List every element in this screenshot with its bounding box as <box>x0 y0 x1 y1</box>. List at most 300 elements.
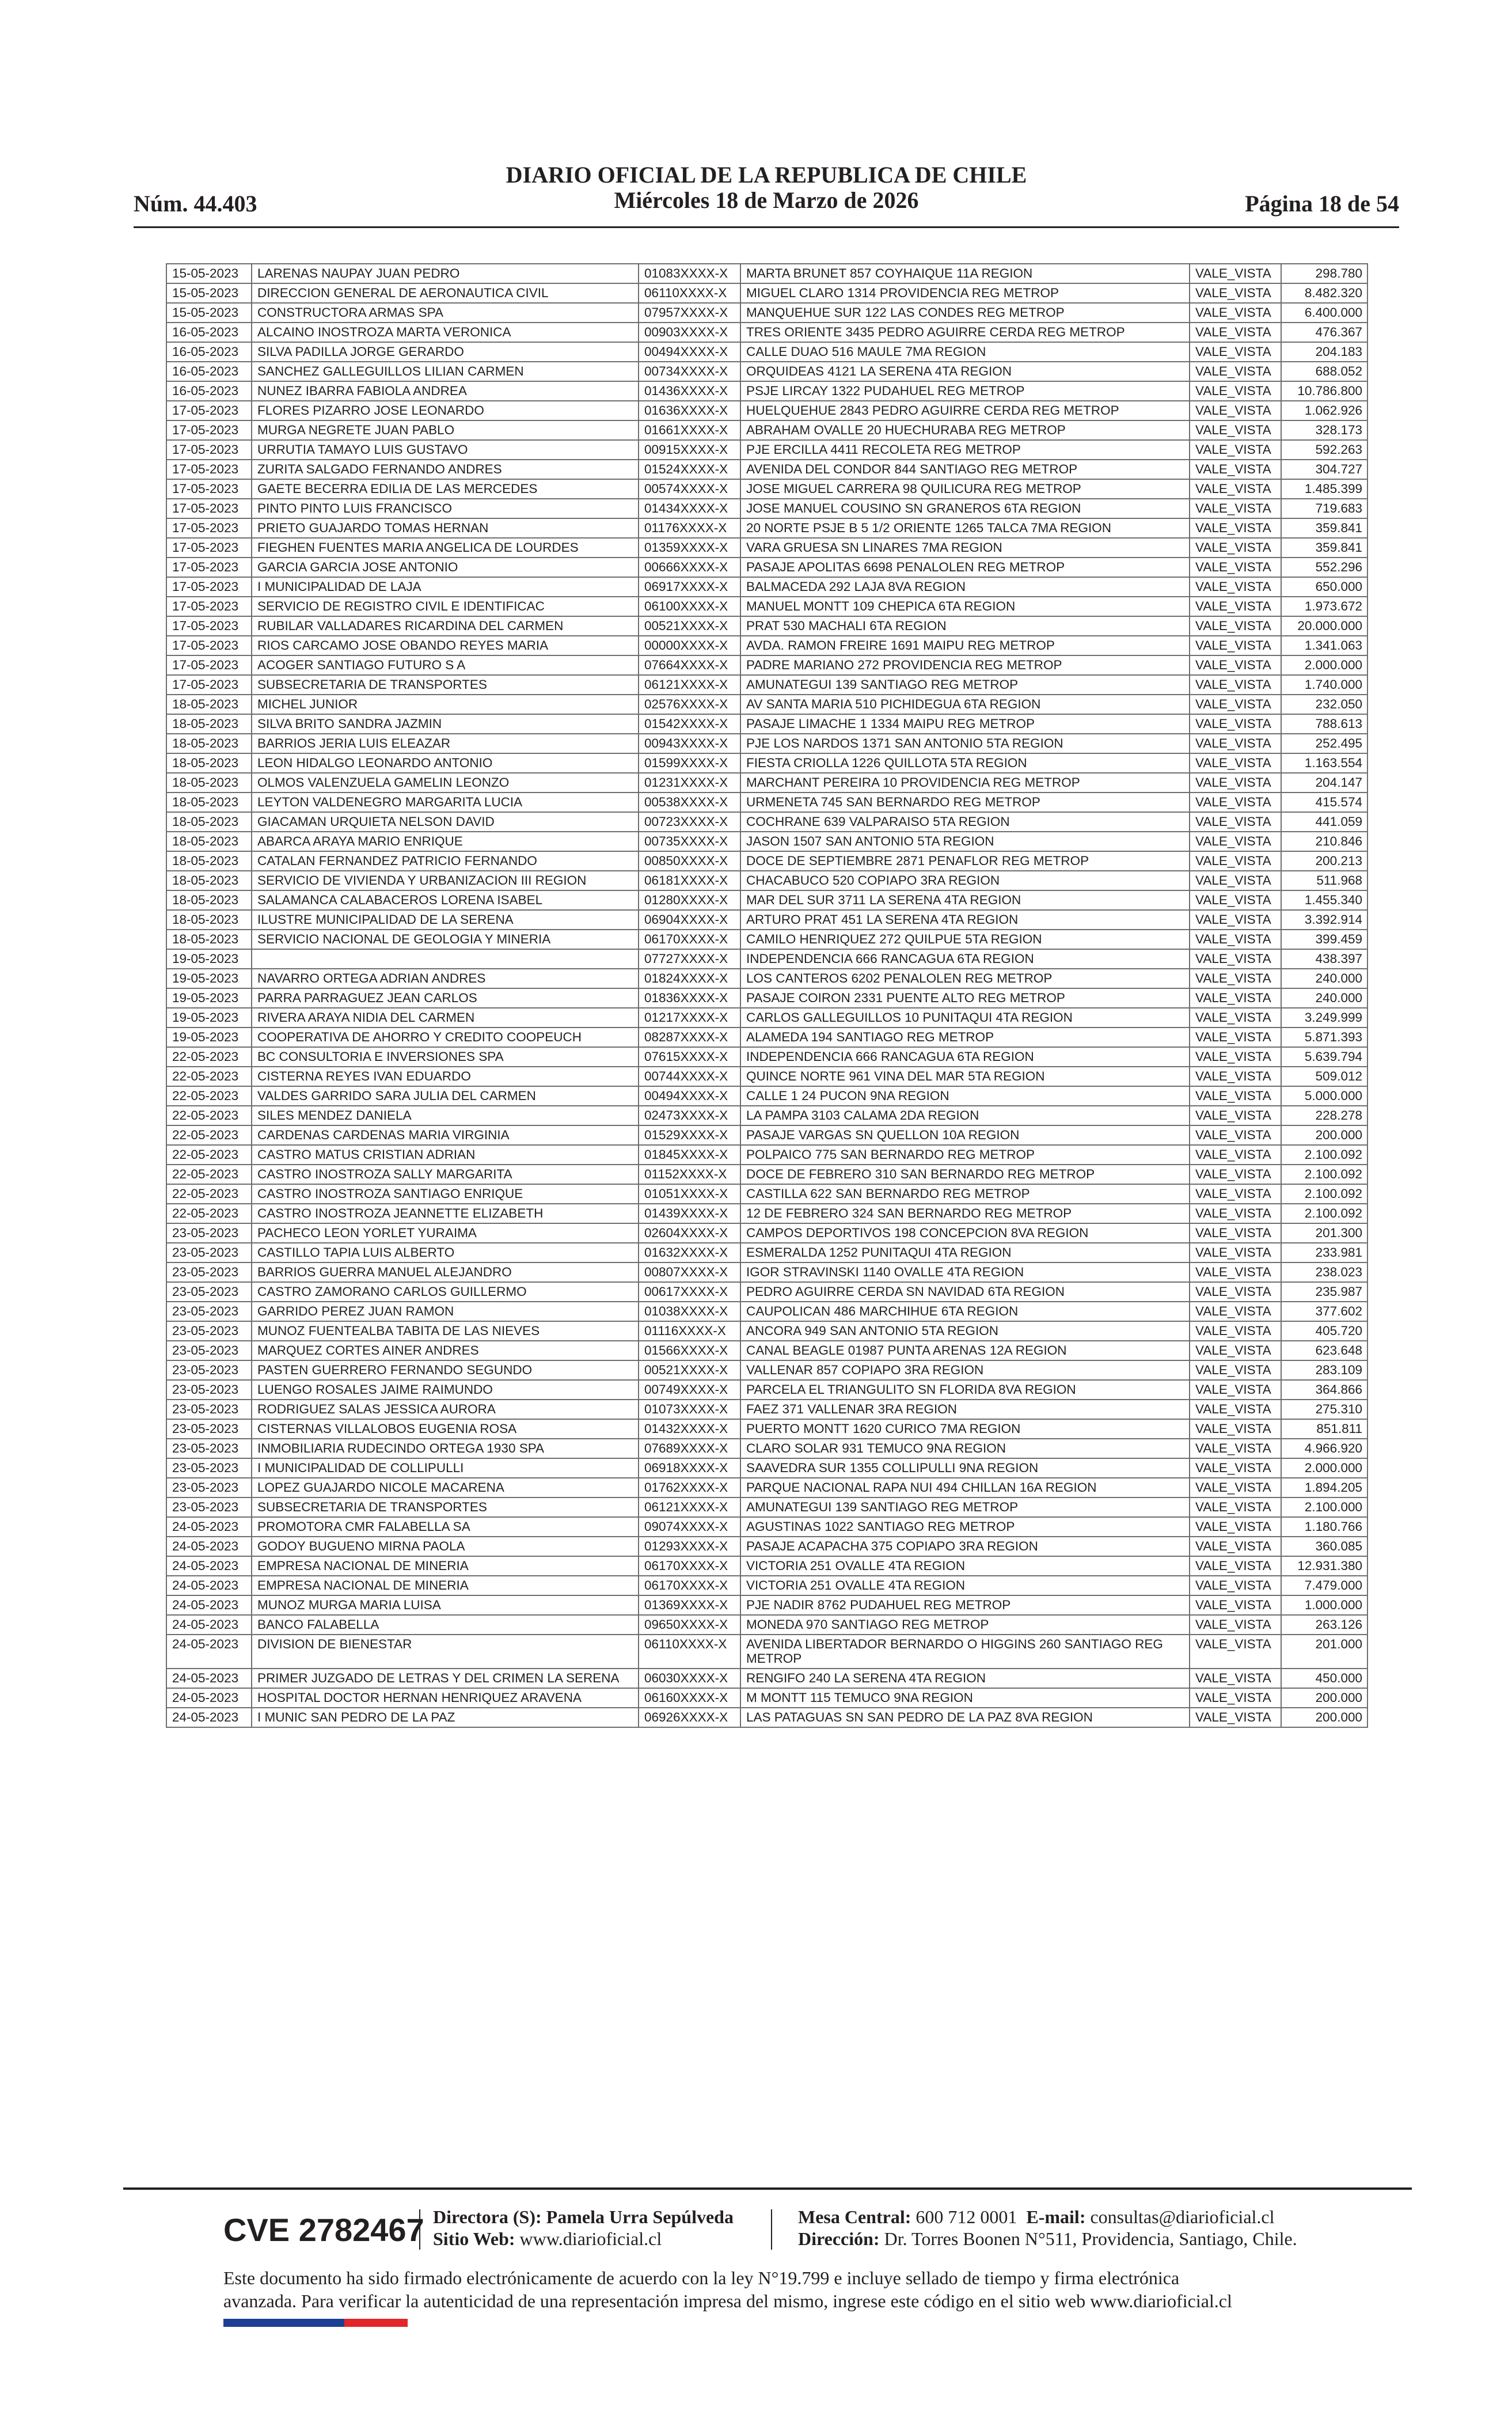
address-cell: CLARO SOLAR 931 TEMUCO 9NA REGION <box>740 1439 1190 1458</box>
payment-type-cell: VALE_VISTA <box>1190 401 1281 420</box>
address-cell: URMENETA 745 SAN BERNARDO REG METROP <box>740 793 1190 812</box>
address-cell: AV SANTA MARIA 510 PICHIDEGUA 6TA REGION <box>740 695 1190 714</box>
name-cell: LEYTON VALDENEGRO MARGARITA LUCIA <box>252 793 639 812</box>
table-row <box>166 1595 1367 1615</box>
date-cell: 24-05-2023 <box>166 1517 252 1537</box>
table-row <box>166 1341 1367 1360</box>
payment-type-cell: VALE_VISTA <box>1190 577 1281 597</box>
amount-cell: 240.000 <box>1281 988 1367 1008</box>
name-cell: SILVA BRITO SANDRA JAZMIN <box>252 714 639 734</box>
rut-cell: 01217XXXX-X <box>639 1008 740 1027</box>
name-cell: PARRA PARRAGUEZ JEAN CARLOS <box>252 988 639 1008</box>
name-cell: SANCHEZ GALLEGUILLOS LILIAN CARMEN <box>252 362 639 381</box>
payment-type-cell: VALE_VISTA <box>1190 851 1281 871</box>
table-row <box>166 342 1367 362</box>
address-cell: TRES ORIENTE 3435 PEDRO AGUIRRE CERDA REG METROP <box>740 323 1190 342</box>
address-value: Dr. Torres Boonen N°511, Providencia, Santiago, Chile. <box>884 2228 1297 2249</box>
date-cell: 15-05-2023 <box>166 283 252 303</box>
rut-cell: 00850XXXX-X <box>639 851 740 871</box>
address-cell: AVDA. RAMON FREIRE 1691 MAIPU REG METROP <box>740 636 1190 655</box>
payment-type-cell: VALE_VISTA <box>1190 773 1281 793</box>
rut-cell: 06904XXXX-X <box>639 910 740 930</box>
payment-type-cell: VALE_VISTA <box>1190 362 1281 381</box>
amount-cell: 5.871.393 <box>1281 1027 1367 1047</box>
rut-cell: 02576XXXX-X <box>639 695 740 714</box>
address-cell: CARLOS GALLEGUILLOS 10 PUNITAQUI 4TA REGION <box>740 1008 1190 1027</box>
date-cell: 17-05-2023 <box>166 636 252 655</box>
amount-cell: 2.100.000 <box>1281 1497 1367 1517</box>
signature-notice <box>223 2266 1346 2312</box>
address-cell: MONEDA 970 SANTIAGO REG METROP <box>740 1615 1190 1635</box>
date-cell: 18-05-2023 <box>166 793 252 812</box>
amount-cell: 12.931.380 <box>1281 1556 1367 1576</box>
name-cell <box>252 949 639 969</box>
address-cell: CALLE DUAO 516 MAULE 7MA REGION <box>740 342 1190 362</box>
payment-type-cell: VALE_VISTA <box>1190 1321 1281 1341</box>
amount-cell: 1.180.766 <box>1281 1517 1367 1537</box>
date-cell: 22-05-2023 <box>166 1165 252 1184</box>
amount-cell: 210.846 <box>1281 832 1367 851</box>
date-cell: 17-05-2023 <box>166 538 252 558</box>
amount-cell: 263.126 <box>1281 1615 1367 1635</box>
name-cell: CARDENAS CARDENAS MARIA VIRGINIA <box>252 1125 639 1145</box>
table-row <box>166 1400 1367 1419</box>
address-cell: AMUNATEGUI 139 SANTIAGO REG METROP <box>740 1497 1190 1517</box>
website-label: Sitio Web: <box>433 2228 515 2249</box>
table-row <box>166 1106 1367 1125</box>
amount-cell: 6.400.000 <box>1281 303 1367 323</box>
rut-cell: 01566XXXX-X <box>639 1341 740 1360</box>
date-cell: 19-05-2023 <box>166 949 252 969</box>
payment-type-cell: VALE_VISTA <box>1190 1478 1281 1497</box>
amount-cell: 275.310 <box>1281 1400 1367 1419</box>
name-cell: LUENGO ROSALES JAIME RAIMUNDO <box>252 1380 639 1400</box>
name-cell: CASTRO INOSTROZA JEANNETTE ELIZABETH <box>252 1204 639 1223</box>
date-cell: 23-05-2023 <box>166 1380 252 1400</box>
name-cell: SUBSECRETARIA DE TRANSPORTES <box>252 675 639 695</box>
payment-type-cell: VALE_VISTA <box>1190 1419 1281 1439</box>
rut-cell: 00749XXXX-X <box>639 1380 740 1400</box>
amount-cell: 650.000 <box>1281 577 1367 597</box>
records-table-body <box>166 264 1367 1727</box>
amount-cell: 200.000 <box>1281 1125 1367 1145</box>
address-cell: IGOR STRAVINSKI 1140 OVALLE 4TA REGION <box>740 1262 1190 1282</box>
date-cell: 15-05-2023 <box>166 264 252 283</box>
payment-type-cell: VALE_VISTA <box>1190 538 1281 558</box>
payment-type-cell: VALE_VISTA <box>1190 499 1281 518</box>
name-cell: CASTRO MATUS CRISTIAN ADRIAN <box>252 1145 639 1165</box>
date-cell: 23-05-2023 <box>166 1360 252 1380</box>
name-cell: NUNEZ IBARRA FABIOLA ANDREA <box>252 381 639 401</box>
table-row <box>166 1243 1367 1262</box>
rut-cell: 00494XXXX-X <box>639 1086 740 1106</box>
amount-cell: 1.740.000 <box>1281 675 1367 695</box>
payment-type-cell: VALE_VISTA <box>1190 1615 1281 1635</box>
website-link[interactable]: www.diarioficial.cl <box>519 2228 662 2249</box>
rut-cell: 09074XXXX-X <box>639 1517 740 1537</box>
name-cell: RODRIGUEZ SALAS JESSICA AURORA <box>252 1400 639 1419</box>
date-cell: 24-05-2023 <box>166 1688 252 1708</box>
table-row <box>166 1615 1367 1635</box>
table-row <box>166 1008 1367 1027</box>
date-cell: 22-05-2023 <box>166 1086 252 1106</box>
address-label: Dirección: <box>798 2228 880 2249</box>
date-cell: 23-05-2023 <box>166 1262 252 1282</box>
date-cell: 19-05-2023 <box>166 1027 252 1047</box>
rut-cell: 06030XXXX-X <box>639 1669 740 1688</box>
name-cell: GIACAMAN URQUIETA NELSON DAVID <box>252 812 639 832</box>
payment-type-cell: VALE_VISTA <box>1190 1204 1281 1223</box>
address-cell: AGUSTINAS 1022 SANTIAGO REG METROP <box>740 1517 1190 1537</box>
payment-type-cell: VALE_VISTA <box>1190 1027 1281 1047</box>
name-cell: BC CONSULTORIA E INVERSIONES SPA <box>252 1047 639 1067</box>
date-cell: 24-05-2023 <box>166 1615 252 1635</box>
payment-type-cell: VALE_VISTA <box>1190 283 1281 303</box>
rut-cell: 00574XXXX-X <box>639 479 740 499</box>
table-row <box>166 1302 1367 1321</box>
table-row <box>166 1262 1367 1282</box>
address-cell: QUINCE NORTE 961 VINA DEL MAR 5TA REGION <box>740 1067 1190 1086</box>
address-cell: SAAVEDRA SUR 1355 COLLIPULLI 9NA REGION <box>740 1458 1190 1478</box>
rut-cell: 01083XXXX-X <box>639 264 740 283</box>
date-cell: 23-05-2023 <box>166 1341 252 1360</box>
table-row <box>166 969 1367 988</box>
address-cell: MAR DEL SUR 3711 LA SERENA 4TA REGION <box>740 890 1190 910</box>
name-cell: HOSPITAL DOCTOR HERNAN HENRIQUEZ ARAVENA <box>252 1688 639 1708</box>
rut-cell: 06917XXXX-X <box>639 577 740 597</box>
table-row <box>166 420 1367 440</box>
payment-type-cell: VALE_VISTA <box>1190 1556 1281 1576</box>
address-cell: CAUPOLICAN 486 MARCHIHUE 6TA REGION <box>740 1302 1190 1321</box>
amount-cell: 359.841 <box>1281 538 1367 558</box>
date-cell: 16-05-2023 <box>166 362 252 381</box>
payment-type-cell: VALE_VISTA <box>1190 1400 1281 1419</box>
date-cell: 17-05-2023 <box>166 616 252 636</box>
amount-cell: 240.000 <box>1281 969 1367 988</box>
name-cell: RIVERA ARAYA NIDIA DEL CARMEN <box>252 1008 639 1027</box>
rut-cell: 01359XXXX-X <box>639 538 740 558</box>
name-cell: CASTRO INOSTROZA SALLY MARGARITA <box>252 1165 639 1184</box>
payment-type-cell: VALE_VISTA <box>1190 558 1281 577</box>
name-cell: GARRIDO PEREZ JUAN RAMON <box>252 1302 639 1321</box>
payment-type-cell: VALE_VISTA <box>1190 930 1281 949</box>
date-cell: 17-05-2023 <box>166 460 252 479</box>
payment-type-cell: VALE_VISTA <box>1190 1576 1281 1595</box>
payment-type-cell: VALE_VISTA <box>1190 1047 1281 1067</box>
table-row <box>166 636 1367 655</box>
rut-cell: 01529XXXX-X <box>639 1125 740 1145</box>
name-cell: PROMOTORA CMR FALABELLA SA <box>252 1517 639 1537</box>
payment-type-cell: VALE_VISTA <box>1190 440 1281 460</box>
name-cell: FLORES PIZARRO JOSE LEONARDO <box>252 401 639 420</box>
amount-cell: 719.683 <box>1281 499 1367 518</box>
payment-type-cell: VALE_VISTA <box>1190 1635 1281 1669</box>
date-cell: 23-05-2023 <box>166 1243 252 1262</box>
date-cell: 18-05-2023 <box>166 832 252 851</box>
rut-cell: 00538XXXX-X <box>639 793 740 812</box>
amount-cell: 623.648 <box>1281 1341 1367 1360</box>
amount-cell: 1.062.926 <box>1281 401 1367 420</box>
date-cell: 17-05-2023 <box>166 675 252 695</box>
date-cell: 22-05-2023 <box>166 1067 252 1086</box>
address-cell: CALLE 1 24 PUCON 9NA REGION <box>740 1086 1190 1106</box>
name-cell: SILVA PADILLA JORGE GERARDO <box>252 342 639 362</box>
payment-type-cell: VALE_VISTA <box>1190 616 1281 636</box>
payment-type-cell: VALE_VISTA <box>1190 1223 1281 1243</box>
date-cell: 17-05-2023 <box>166 479 252 499</box>
name-cell: EMPRESA NACIONAL DE MINERIA <box>252 1576 639 1595</box>
rut-cell: 07689XXXX-X <box>639 1439 740 1458</box>
amount-cell: 233.981 <box>1281 1243 1367 1262</box>
name-cell: CASTILLO TAPIA LUIS ALBERTO <box>252 1243 639 1262</box>
amount-cell: 1.341.063 <box>1281 636 1367 655</box>
table-row <box>166 1635 1367 1669</box>
address-cell: PASAJE COIRON 2331 PUENTE ALTO REG METROP <box>740 988 1190 1008</box>
date-cell: 23-05-2023 <box>166 1282 252 1302</box>
payment-type-cell: VALE_VISTA <box>1190 969 1281 988</box>
name-cell: EMPRESA NACIONAL DE MINERIA <box>252 1556 639 1576</box>
table-row <box>166 597 1367 616</box>
table-row <box>166 1067 1367 1086</box>
amount-cell: 359.841 <box>1281 518 1367 538</box>
amount-cell: 7.479.000 <box>1281 1576 1367 1595</box>
email-link[interactable]: consultas@diarioficial.cl <box>1090 2206 1275 2227</box>
payment-type-cell: VALE_VISTA <box>1190 1086 1281 1106</box>
amount-cell: 788.613 <box>1281 714 1367 734</box>
date-cell: 17-05-2023 <box>166 499 252 518</box>
payment-type-cell: VALE_VISTA <box>1190 655 1281 675</box>
amount-cell: 283.109 <box>1281 1360 1367 1380</box>
payment-type-cell: VALE_VISTA <box>1190 949 1281 969</box>
name-cell: LOPEZ GUAJARDO NICOLE MACARENA <box>252 1478 639 1497</box>
rut-cell: 01661XXXX-X <box>639 420 740 440</box>
rut-cell: 01176XXXX-X <box>639 518 740 538</box>
name-cell: ALCAINO INOSTROZA MARTA VERONICA <box>252 323 639 342</box>
address-cell: ESMERALDA 1252 PUNITAQUI 4TA REGION <box>740 1243 1190 1262</box>
date-cell: 22-05-2023 <box>166 1106 252 1125</box>
address-cell: PRAT 530 MACHALI 6TA REGION <box>740 616 1190 636</box>
table-row <box>166 1517 1367 1537</box>
table-row <box>166 832 1367 851</box>
table-row <box>166 1321 1367 1341</box>
rut-cell: 06170XXXX-X <box>639 1576 740 1595</box>
name-cell: URRUTIA TAMAYO LUIS GUSTAVO <box>252 440 639 460</box>
table-row <box>166 675 1367 695</box>
name-cell: CASTRO ZAMORANO CARLOS GUILLERMO <box>252 1282 639 1302</box>
rut-cell: 00903XXXX-X <box>639 323 740 342</box>
address-cell: MARCHANT PEREIRA 10 PROVIDENCIA REG METROP <box>740 773 1190 793</box>
table-row <box>166 1478 1367 1497</box>
rut-cell: 07727XXXX-X <box>639 949 740 969</box>
address-cell: HUELQUEHUE 2843 PEDRO AGUIRRE CERDA REG METROP <box>740 401 1190 420</box>
date-cell: 17-05-2023 <box>166 440 252 460</box>
date-cell: 16-05-2023 <box>166 323 252 342</box>
date-cell: 19-05-2023 <box>166 1008 252 1027</box>
phone-value: 600 712 0001 <box>915 2206 1017 2227</box>
address-cell: LA PAMPA 3103 CALAMA 2DA REGION <box>740 1106 1190 1125</box>
rut-cell: 00807XXXX-X <box>639 1262 740 1282</box>
rut-cell: 01632XXXX-X <box>639 1243 740 1262</box>
publication-title: DIARIO OFICIAL DE LA REPUBLICA DE CHILE <box>506 162 1027 188</box>
table-row <box>166 460 1367 479</box>
address-cell: MANQUEHUE SUR 122 LAS CONDES REG METROP <box>740 303 1190 323</box>
payment-type-cell: VALE_VISTA <box>1190 988 1281 1008</box>
name-cell: COOPERATIVA DE AHORRO Y CREDITO COOPEUCH <box>252 1027 639 1047</box>
rut-cell: 01051XXXX-X <box>639 1184 740 1204</box>
date-cell: 23-05-2023 <box>166 1497 252 1517</box>
address-cell: INDEPENDENCIA 666 RANCAGUA 6TA REGION <box>740 1047 1190 1067</box>
table-row <box>166 538 1367 558</box>
date-cell: 17-05-2023 <box>166 401 252 420</box>
date-cell: 15-05-2023 <box>166 303 252 323</box>
date-cell: 23-05-2023 <box>166 1419 252 1439</box>
address-cell: PJE LOS NARDOS 1371 SAN ANTONIO 5TA REGION <box>740 734 1190 753</box>
address-cell: JOSE MANUEL COUSINO SN GRANEROS 6TA REGION <box>740 499 1190 518</box>
amount-cell: 328.173 <box>1281 420 1367 440</box>
name-cell: MUNOZ MURGA MARIA LUISA <box>252 1595 639 1615</box>
rut-cell: 01116XXXX-X <box>639 1321 740 1341</box>
address-cell: PEDRO AGUIRRE CERDA SN NAVIDAD 6TA REGION <box>740 1282 1190 1302</box>
payment-type-cell: VALE_VISTA <box>1190 1360 1281 1380</box>
date-cell: 23-05-2023 <box>166 1458 252 1478</box>
rut-cell: 00915XXXX-X <box>639 440 740 460</box>
date-cell: 22-05-2023 <box>166 1125 252 1145</box>
table-row <box>166 283 1367 303</box>
table-row <box>166 871 1367 890</box>
amount-cell: 200.000 <box>1281 1708 1367 1727</box>
email-label: E-mail: <box>1026 2206 1086 2227</box>
payment-type-cell: VALE_VISTA <box>1190 479 1281 499</box>
address-cell: DOCE DE FEBRERO 310 SAN BERNARDO REG METROP <box>740 1165 1190 1184</box>
rut-cell: 06170XXXX-X <box>639 930 740 949</box>
table-row <box>166 1360 1367 1380</box>
rut-cell: 07615XXXX-X <box>639 1047 740 1067</box>
address-cell: CAMILO HENRIQUEZ 272 QUILPUE 5TA REGION <box>740 930 1190 949</box>
payment-type-cell: VALE_VISTA <box>1190 518 1281 538</box>
date-cell: 17-05-2023 <box>166 577 252 597</box>
table-row <box>166 812 1367 832</box>
payment-type-cell: VALE_VISTA <box>1190 910 1281 930</box>
footer-director-block <box>433 2206 734 2250</box>
masthead <box>134 162 1399 213</box>
flag-stripe <box>223 2319 408 2327</box>
amount-cell: 1.485.399 <box>1281 479 1367 499</box>
table-row <box>166 851 1367 871</box>
table-row <box>166 558 1367 577</box>
issue-number: Núm. 44.403 <box>134 191 257 217</box>
director-name: Pamela Urra Sepúlveda <box>546 2206 734 2227</box>
name-cell: NAVARRO ORTEGA ADRIAN ANDRES <box>252 969 639 988</box>
name-cell: PINTO PINTO LUIS FRANCISCO <box>252 499 639 518</box>
payment-type-cell: VALE_VISTA <box>1190 1458 1281 1478</box>
date-cell: 16-05-2023 <box>166 342 252 362</box>
rut-cell: 01542XXXX-X <box>639 714 740 734</box>
address-cell: ORQUIDEAS 4121 LA SERENA 4TA REGION <box>740 362 1190 381</box>
amount-cell: 3.392.914 <box>1281 910 1367 930</box>
date-cell: 18-05-2023 <box>166 734 252 753</box>
table-row <box>166 1165 1367 1184</box>
payment-type-cell: VALE_VISTA <box>1190 1439 1281 1458</box>
date-cell: 23-05-2023 <box>166 1321 252 1341</box>
rut-cell: 01369XXXX-X <box>639 1595 740 1615</box>
table-row <box>166 1688 1367 1708</box>
name-cell: I MUNICIPALIDAD DE LAJA <box>252 577 639 597</box>
amount-cell: 511.968 <box>1281 871 1367 890</box>
address-cell: VALLENAR 857 COPIAPO 3RA REGION <box>740 1360 1190 1380</box>
address-cell: AVENIDA DEL CONDOR 844 SANTIAGO REG METROP <box>740 460 1190 479</box>
rut-cell: 01280XXXX-X <box>639 890 740 910</box>
rut-cell: 00494XXXX-X <box>639 342 740 362</box>
rut-cell: 00000XXXX-X <box>639 636 740 655</box>
address-cell: PASAJE APOLITAS 6698 PENALOLEN REG METROP <box>740 558 1190 577</box>
address-cell: CAMPOS DEPORTIVOS 198 CONCEPCION 8VA REGION <box>740 1223 1190 1243</box>
payment-type-cell: VALE_VISTA <box>1190 871 1281 890</box>
payment-type-cell: VALE_VISTA <box>1190 636 1281 655</box>
amount-cell: 228.278 <box>1281 1106 1367 1125</box>
table-row <box>166 401 1367 420</box>
amount-cell: 2.100.092 <box>1281 1184 1367 1204</box>
rut-cell: 00666XXXX-X <box>639 558 740 577</box>
amount-cell: 200.213 <box>1281 851 1367 871</box>
rut-cell: 01432XXXX-X <box>639 1419 740 1439</box>
date-cell: 23-05-2023 <box>166 1439 252 1458</box>
table-row <box>166 1576 1367 1595</box>
name-cell: LEON HIDALGO LEONARDO ANTONIO <box>252 753 639 773</box>
publication-date: Miércoles 18 de Marzo de 2026 <box>614 187 919 213</box>
table-row <box>166 753 1367 773</box>
amount-cell: 592.263 <box>1281 440 1367 460</box>
name-cell: DIVISION DE BIENESTAR <box>252 1635 639 1669</box>
address-cell: PSJE LIRCAY 1322 PUDAHUEL REG METROP <box>740 381 1190 401</box>
date-cell: 23-05-2023 <box>166 1400 252 1419</box>
table-row <box>166 988 1367 1008</box>
name-cell: ILUSTRE MUNICIPALIDAD DE LA SERENA <box>252 910 639 930</box>
footer-contact-block <box>798 2206 1297 2250</box>
amount-cell: 450.000 <box>1281 1669 1367 1688</box>
payment-type-cell: VALE_VISTA <box>1190 1537 1281 1556</box>
table-row <box>166 479 1367 499</box>
amount-cell: 4.966.920 <box>1281 1439 1367 1458</box>
payment-type-cell: VALE_VISTA <box>1190 303 1281 323</box>
name-cell: PRIMER JUZGADO DE LETRAS Y DEL CRIMEN LA SERENA <box>252 1669 639 1688</box>
amount-cell: 3.249.999 <box>1281 1008 1367 1027</box>
payment-type-cell: VALE_VISTA <box>1190 597 1281 616</box>
payment-type-cell: VALE_VISTA <box>1190 381 1281 401</box>
name-cell: SERVICIO NACIONAL DE GEOLOGIA Y MINERIA <box>252 930 639 949</box>
table-row <box>166 1184 1367 1204</box>
amount-cell: 252.495 <box>1281 734 1367 753</box>
table-row <box>166 1669 1367 1688</box>
amount-cell: 851.811 <box>1281 1419 1367 1439</box>
date-cell: 24-05-2023 <box>166 1595 252 1615</box>
date-cell: 19-05-2023 <box>166 988 252 1008</box>
date-cell: 22-05-2023 <box>166 1047 252 1067</box>
date-cell: 22-05-2023 <box>166 1204 252 1223</box>
date-cell: 24-05-2023 <box>166 1635 252 1669</box>
address-cell: RENGIFO 240 LA SERENA 4TA REGION <box>740 1669 1190 1688</box>
cve-code: CVE 2782467 <box>223 2212 424 2248</box>
name-cell: PACHECO LEON YORLET YURAIMA <box>252 1223 639 1243</box>
rut-cell: 01762XXXX-X <box>639 1478 740 1497</box>
rut-cell: 01073XXXX-X <box>639 1400 740 1419</box>
address-cell: AVENIDA LIBERTADOR BERNARDO O HIGGINS 260 SANTIAGO REG METROP <box>740 1635 1190 1669</box>
payment-type-cell: VALE_VISTA <box>1190 1243 1281 1262</box>
name-cell: OLMOS VALENZUELA GAMELIN LEONZO <box>252 773 639 793</box>
rut-cell: 06100XXXX-X <box>639 597 740 616</box>
date-cell: 19-05-2023 <box>166 969 252 988</box>
amount-cell: 298.780 <box>1281 264 1367 283</box>
table-row <box>166 323 1367 342</box>
